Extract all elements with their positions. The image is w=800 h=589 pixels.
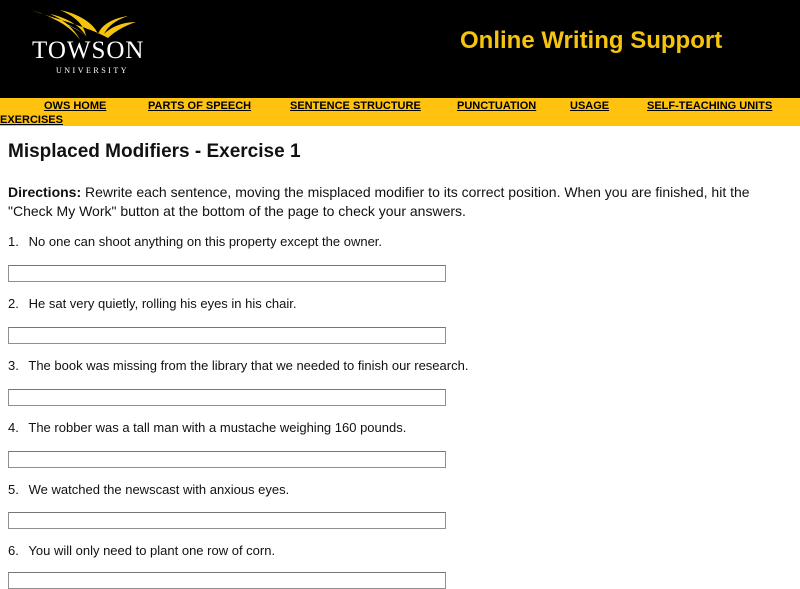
directions-label: Directions: [8,184,82,200]
question-text: No one can shoot anything on this property except the owner. [28,234,383,249]
answer-input-6[interactable] [8,572,446,589]
directions-text: Rewrite each sentence, moving the misplaced modifier to its correct position. When you are finished, hit the "Check My Work" button at the bottom of the page to check your answers. [8,184,750,219]
answer-input-5[interactable] [8,512,446,529]
question-text: You will only need to plant one row of corn. [28,543,276,558]
logo-wordmark: TOWSON [32,37,145,64]
question-number: 3. [8,358,19,373]
question-1 [8,234,382,250]
question-text: We watched the newscast with anxious eyes. [28,482,290,497]
answer-input-1[interactable] [8,265,446,282]
question-2 [8,296,296,312]
nav-link-parts-of-speech[interactable]: PARTS OF SPEECH [148,100,252,112]
question-4 [8,420,406,436]
question-5 [8,482,289,498]
answer-input-2[interactable] [8,327,446,344]
question-number: 2. [8,296,19,311]
nav-link-usage[interactable]: USAGE [570,100,610,112]
nav-link-self-teaching-units[interactable]: SELF-TEACHING UNITS [647,100,773,112]
main-nav [0,98,800,126]
question-number: 1. [8,234,19,249]
directions [8,183,798,221]
question-number: 5. [8,482,19,497]
site-header [0,0,800,98]
question-text: The robber was a tall man with a mustache weighing 160 pounds. [28,420,407,435]
question-6 [8,543,275,559]
page-title: Misplaced Modifiers - Exercise 1 [8,141,301,162]
answer-input-3[interactable] [8,389,446,406]
question-text: The book was missing from the library that we needed to finish our research. [28,358,469,373]
nav-link-exercises[interactable]: EXERCISES [0,114,63,126]
question-3 [8,358,468,374]
question-text: He sat very quietly, rolling his eyes in his chair. [28,296,297,311]
answer-input-4[interactable] [8,451,446,468]
question-number: 4. [8,420,19,435]
nav-link-punctuation[interactable]: PUNCTUATION [457,100,537,112]
logo-subtitle: UNIVERSITY [56,66,129,75]
question-number: 6. [8,543,19,558]
nav-link-sentence-structure[interactable]: SENTENCE STRUCTURE [290,100,421,112]
nav-link-ows-home[interactable]: OWS HOME [44,100,107,112]
site-title: Online Writing Support [460,27,723,54]
